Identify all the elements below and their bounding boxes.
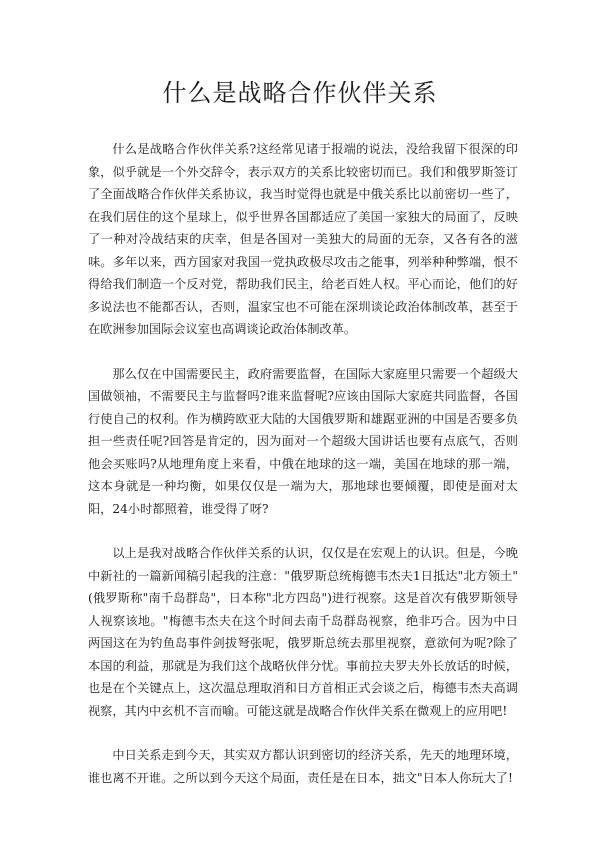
paragraph-1: 什么是战略合作伙伴关系?这经常见诸于报端的说法，没给我留下很深的印象，似乎就是一个外交辞令，表示双方的关系比较密切而已。我们和俄罗斯签订了全面战略合作伙伴关系协议，我当时觉得也就是中俄关系比以前密切一些了，在我们居住的这个星球上，似乎世界各国都适应了美国一家独大的局面了，反映了一种对冷战结束的庆幸，但是各国对一美独大的局面的无奈，又各有各的滋味。多年以来，西方国家对我国一党执政极尽攻击之能事，列举种种弊端，恨不得给我们制造一个反对党，帮助我们民主，给老百姓人权。平心而论，他们的好多说法也不能都否认，否则，温家宝也不可能在深圳谈论政治体制改革，甚至于在欧洲参加国际会议室也高调谈论政治体制改革。 (88, 142, 518, 336)
paragraph-2: 那么仅在中国需要民主，政府需要监督，在国际大家庭里只需要一个超级大国做领袖，不需要民主与监督吗?谁来监督呢?应该由国际大家庭共同监督，各国行使自己的权利。作为横跨欧亚大陆的大国俄罗斯和雄踞亚洲的中国是否要多负担一些责任呢?回答是肯定的，因为面对一个超级大国讲话也要有点底气，否则他会买账吗?从地理角度上来看，中俄在地球的这一端，美国在地球的那一端，这本身就是一种均衡，如果仅仅是一端为大，那地球也要倾覆，即使是面对太阳，24小时都照着，谁受得了呀? (88, 366, 518, 516)
document-body (88, 138, 518, 811)
paragraph-3: 以上是我对战略合作伙伴关系的认识，仅仅是在宏观上的认识。但是，今晚中新社的一篇新闻稿引起我的注意："俄罗斯总统梅德韦杰夫1日抵达"北方领土"(俄罗斯称"南千岛群岛"，日本称"北方四岛")进行视察。这是首次有俄罗斯领导人视察该地。"梅德韦杰夫在这个时间去南千岛群岛视察，绝非巧合。因为中日两国这在为钓鱼岛事件剑拔弩张呢，俄罗斯总统去那里视察，意欲何为呢?除了本国的利益，那就是为我们这个战略伙伴分忧。事前拉夫罗夫外长放话的时候，也是在个关键点上，这次温总理取消和日方首相正式会谈之后，梅德韦杰夫高调视察，其内中玄机不言而喻。可能这就是战略合作伙伴关系在微观上的应用吧! (88, 546, 518, 718)
paragraph-4: 中日关系走到今天，其实双方都认识到密切的经济关系，先天的地理环境，谁也离不开谁。之所以到今天这个局面，责任是在日本，拙文"日本人你玩大了! (88, 748, 518, 785)
document-title: 什么是战略合作伙伴关系 (162, 79, 438, 107)
